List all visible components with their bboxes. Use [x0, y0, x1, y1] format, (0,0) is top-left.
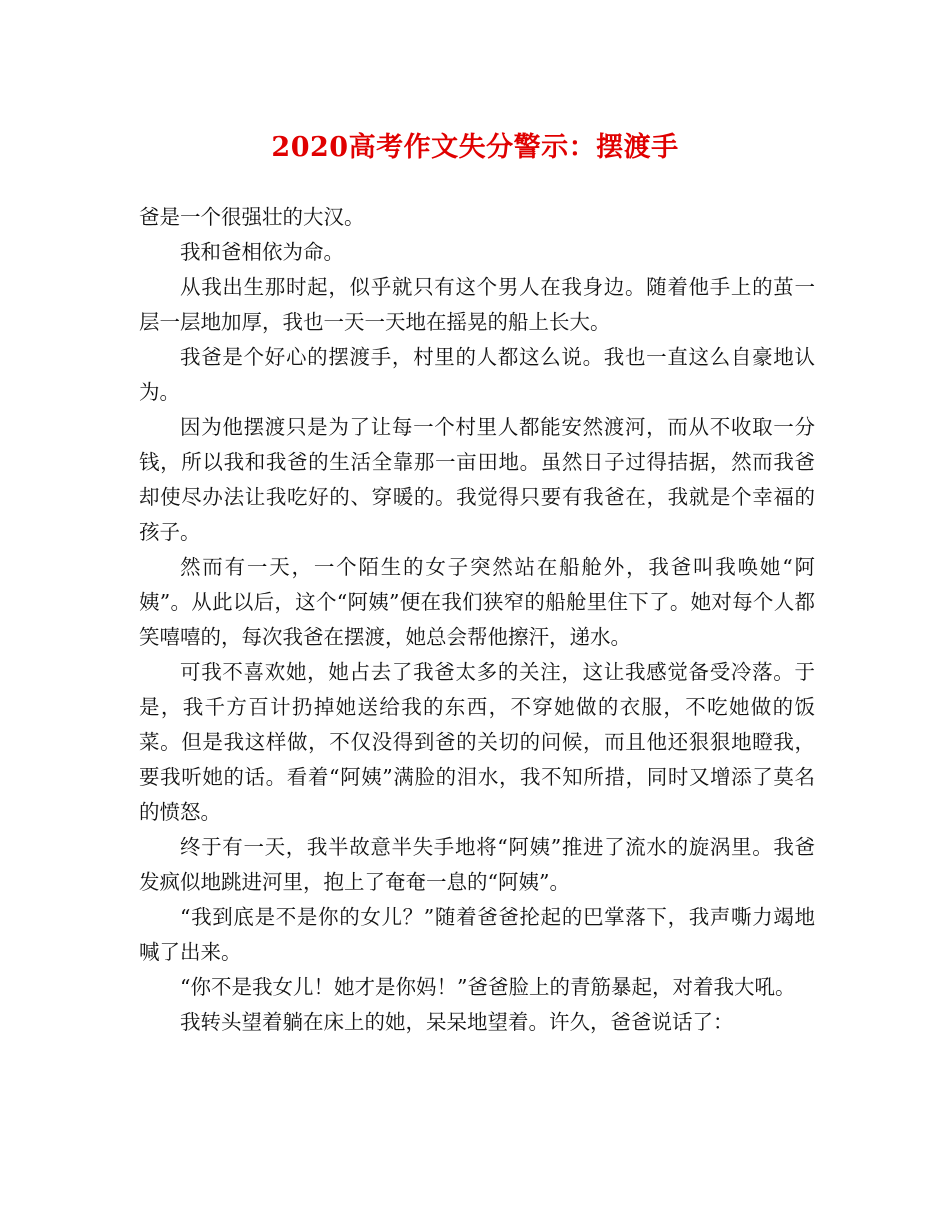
- document-title: 2020高考作文失分警示：摆渡手: [271, 132, 679, 163]
- paragraph: 终于有一天，我半故意半失手地将“阿姨”推进了流水的旋涡里。我爸发疯似地跳进河里，抱上了奄奄一息的“阿姨”。: [139, 835, 815, 894]
- paragraph: “我到底是不是你的女儿？”随着爸爸抡起的巴掌落下，我声嘶力竭地喊了出来。: [139, 905, 815, 964]
- paragraph: 爸是一个很强壮的大汉。: [139, 205, 365, 229]
- paragraph: 然而有一天，一个陌生的女子突然站在船舱外，我爸叫我唤她“阿姨”。从此以后，这个“阿姨”便在我们狭窄的船舱里住下了。她对每个人都笑嘻嘻的，每次我爸在摆渡，她总会帮他擦汗，递水。: [139, 555, 815, 649]
- paragraph: “你不是我女儿！她才是你妈！”爸爸脸上的青筋暴起，对着我大吼。: [180, 975, 796, 999]
- paragraph: 我和爸相依为命。: [180, 240, 344, 264]
- paragraph: 从我出生那时起，似乎就只有这个男人在我身边。随着他手上的茧一层一层地加厚，我也一天一天地在摇晃的船上长大。: [139, 275, 815, 334]
- document-body: [139, 200, 815, 1040]
- paragraph: 因为他摆渡只是为了让每一个村里人都能安然渡河，而从不收取一分钱，所以我和我爸的生活全靠那一亩田地。虽然日子过得拮据，然而我爸却使尽办法让我吃好的、穿暖的。我觉得只要有我爸在，我就是个幸福的孩子。: [139, 415, 815, 544]
- paragraph: 我爸是个好心的摆渡手，村里的人都这么说。我也一直这么自豪地认为。: [139, 345, 815, 404]
- paragraph: 可我不喜欢她，她占去了我爸太多的关注，这让我感觉备受冷落。于是，我千方百计扔掉她送给我的东西，不穿她做的衣服，不吃她做的饭菜。但是我这样做，不仅没得到爸的关切的问候，而且他还狠狠地瞪我，要我听她的话。看着“阿姨”满脸的泪水，我不知所措，同时又增添了莫名的愤怒。: [139, 660, 815, 824]
- paragraph: 我转头望着躺在床上的她，呆呆地望着。许久，爸爸说话了：: [180, 1010, 734, 1034]
